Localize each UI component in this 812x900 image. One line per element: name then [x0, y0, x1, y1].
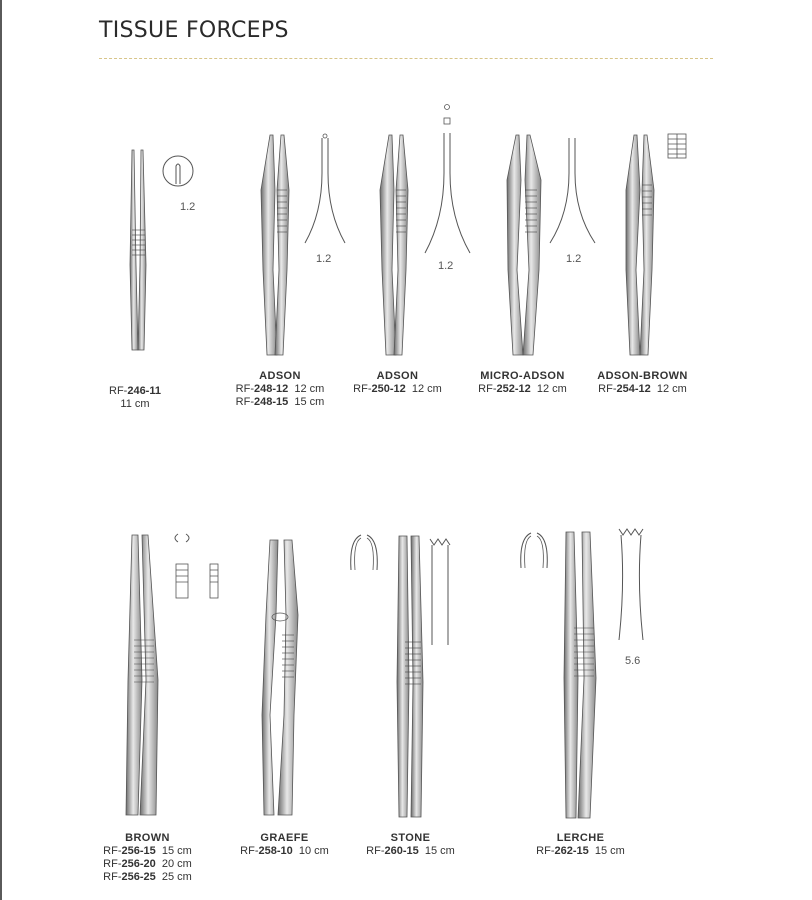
product-caption-252: [470, 370, 575, 396]
product-code: RF-250-12 12 cm: [353, 383, 442, 395]
product-caption-250: [350, 370, 445, 396]
product-caption-258: [232, 832, 337, 858]
product-name: BROWN: [125, 832, 170, 844]
product-caption-248: [225, 370, 335, 409]
product-code: RF-246-11: [109, 385, 161, 397]
product-name: LERCHE: [556, 832, 605, 844]
product-name: ADSON: [376, 370, 419, 382]
teeth-detail-icon: [615, 525, 647, 645]
product-name: STONE: [390, 832, 431, 844]
scale-label: 1.2: [438, 260, 454, 272]
product-caption-254: [590, 370, 695, 396]
forceps-illustration-260: [393, 532, 428, 822]
jaw-detail-icon: [420, 103, 475, 258]
product-name: ADSON-BROWN: [597, 370, 688, 382]
teeth-detail-icon: [666, 132, 688, 160]
forceps-illustration-252: [503, 130, 548, 360]
jaw-detail-icon: [345, 530, 385, 575]
forceps-illustration-250: [374, 130, 419, 360]
product-code: RF-256-25 25 cm: [103, 871, 192, 883]
product-caption-262: [528, 832, 633, 858]
forceps-illustration-258: [260, 535, 305, 820]
forceps-illustration-254: [620, 130, 665, 360]
product-code: RF-262-15 15 cm: [536, 845, 625, 857]
product-code: RF-260-15 15 cm: [366, 845, 455, 857]
product-code: RF-248-12 12 cm: [235, 383, 325, 395]
product-size: 11 cm: [120, 398, 150, 410]
scale-label: 5.6: [625, 655, 641, 667]
product-caption-256: [95, 832, 200, 884]
scale-label: 1.2: [316, 253, 332, 265]
product-name: ADSON: [259, 370, 301, 382]
scale-label: 1.2: [180, 201, 196, 213]
product-name: GRAEFE: [260, 832, 309, 844]
product-code: RF-252-12 12 cm: [478, 383, 567, 395]
product-name: MICRO-ADSON: [480, 370, 565, 382]
teeth-detail-icon: [170, 528, 225, 600]
page-title: TISSUE FORCEPS: [99, 18, 289, 43]
product-caption-246: [95, 385, 175, 411]
tip-detail-icon: [162, 150, 194, 192]
product-code: RF-256-15 15 cm: [103, 845, 192, 857]
product-code: RF-248-15 15 cm: [235, 396, 325, 408]
forceps-illustration-248: [255, 130, 300, 360]
forceps-illustration-246: [120, 145, 160, 360]
jaw-detail-icon: [300, 133, 350, 248]
product-code: RF-254-12 12 cm: [598, 383, 687, 395]
forceps-illustration-256: [122, 530, 167, 820]
jaw-detail-icon: [515, 528, 555, 573]
page-border: [0, 0, 2, 900]
title-divider: [99, 58, 713, 59]
product-code: RF-256-20 20 cm: [103, 858, 192, 870]
forceps-illustration-262: [560, 528, 605, 823]
product-caption-260: [358, 832, 463, 858]
teeth-detail-icon: [428, 535, 452, 650]
scale-label: 1.2: [566, 253, 582, 265]
jaw-detail-icon: [545, 133, 600, 248]
product-code: RF-258-10 10 cm: [240, 845, 329, 857]
